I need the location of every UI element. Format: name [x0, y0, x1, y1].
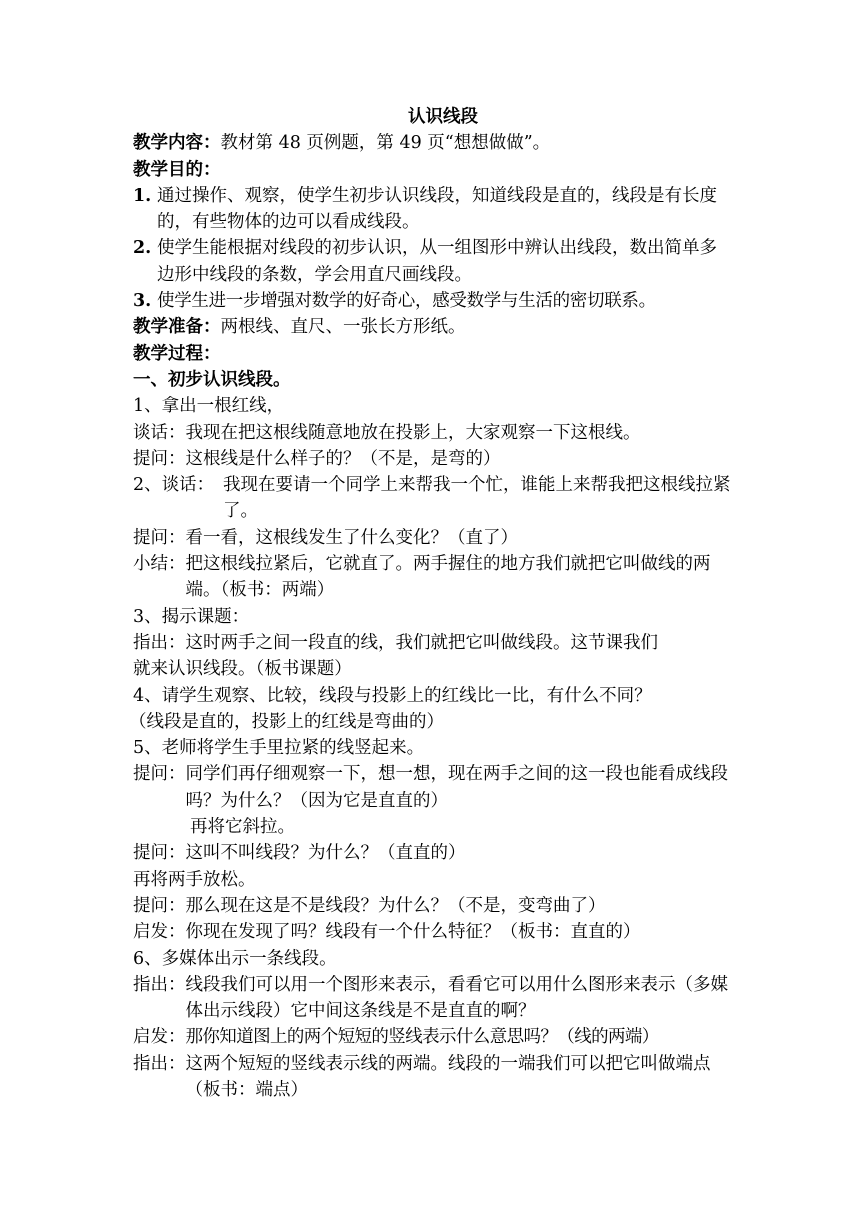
dialogue-text: 把这根线拉紧后，它就直了。两手握住的地方我们就把它叫做线的两端。（板书：两端）: [185, 554, 711, 601]
dialogue-line: [133, 551, 733, 604]
teaching-prep-label: 教学准备：: [133, 317, 221, 338]
teaching-prep-text: 两根线、直尺、一张长方形纸。: [220, 317, 466, 338]
dialogue-label: 提问：: [133, 527, 186, 548]
dialogue-text: 这根线是什么样子的？（不是，是弯的）: [185, 448, 501, 469]
teaching-content: [133, 130, 733, 156]
dialogue-line: [133, 472, 733, 525]
goal-item: [133, 288, 733, 314]
step-line: 4、请学生观察、比较，线段与投影上的红线比一比，有什么不同？: [133, 685, 652, 706]
teaching-process-label: 教学过程：: [133, 343, 221, 364]
goal-item: [133, 183, 733, 236]
section-heading: 一、初步认识线段。: [133, 369, 291, 390]
dialogue-label: 指出：: [133, 1053, 186, 1074]
dialogue-text: 那么现在这是不是线段？为什么？（不是，变弯曲了）: [185, 895, 606, 916]
teaching-prep: [133, 314, 733, 340]
dialogue-text: 这两个短短的竖线表示线的两端。线段的一端我们可以把它叫做端点（板书：端点）: [185, 1053, 711, 1100]
goal-text: 通过操作、观察，使学生初步认识线段，知道线段是直的，线段是有长度的，有些物体的边可以看成线段。: [157, 185, 717, 233]
dialogue-continuation: 就来认识线段。（板书课题）: [133, 659, 352, 680]
goal-item: [133, 235, 733, 288]
teaching-goals-label: 教学目的：: [133, 159, 221, 180]
dialogue-line: [133, 1051, 733, 1104]
dialogue-line: [133, 840, 733, 866]
dialogue-line: [133, 972, 733, 1025]
step-line: 5、老师将学生手里拉紧的线竖起来。: [133, 738, 425, 759]
goal-number: 1.: [133, 185, 152, 206]
goal-number: 3.: [133, 291, 152, 312]
teaching-content-label: 教学内容：: [133, 133, 221, 154]
dialogue-text: 我现在要请一个同学上来帮我一个忙，谁能上来帮我把这根线拉紧了。: [223, 475, 731, 522]
goal-text: 使学生进一步增强对数学的好奇心，感受数学与生活的密切联系。: [157, 291, 656, 312]
dialogue-line: [133, 420, 733, 446]
dialogue-text: 这叫不叫线段？为什么？（直直的）: [185, 843, 466, 864]
step-line: 1、拿出一根红线，: [133, 396, 285, 417]
dialogue-text: 那你知道图上的两个短短的竖线表示什么意思吗？（线的两端）: [185, 1027, 659, 1048]
dialogue-extra: 再将它斜拉。: [190, 817, 295, 838]
dialogue-label: 提问：: [133, 764, 186, 785]
step-line: 再将两手放松。: [133, 869, 256, 890]
document-page: [129, 104, 733, 1103]
dialogue-line: [133, 919, 733, 945]
dialogue-label: 提问：: [133, 895, 186, 916]
dialogue-line: [133, 525, 733, 551]
dialogue-label: 指出：: [133, 974, 186, 995]
dialogue-text: 你现在发现了吗？线段有一个什么特征？（板书：直直的）: [185, 922, 641, 943]
dialogue-text: 看一看，这根线发生了什么变化？（直了）: [185, 527, 518, 548]
goal-text: 使学生能根据对线段的初步认识，从一组图形中辨认出线段，数出简单多边形中线段的条数，学会用直尺画线段。: [157, 238, 717, 285]
dialogue-label: 提问：: [133, 448, 186, 469]
dialogue-label: 提问：: [133, 843, 186, 864]
dialogue-label: 指出：: [133, 632, 186, 653]
dialogue-label: 启发：: [133, 1027, 186, 1048]
dialogue-text: 这时两手之间一段直的线，我们就把它叫做线段。这节课我们: [185, 632, 658, 653]
teaching-content-text: 教材第 48 页例题，第 49 页“想想做做”。: [220, 133, 551, 154]
step-continuation: （线段是直的，投影上的红线是弯曲的）: [129, 711, 444, 732]
dialogue-line: [133, 1024, 733, 1050]
page-title: 认识线段: [408, 107, 478, 127]
step-line: 3、揭示课题：: [133, 606, 250, 627]
goal-number: 2.: [133, 238, 152, 259]
dialogue-line: [133, 761, 733, 814]
dialogue-label: 启发：: [133, 922, 186, 943]
dialogue-line: [133, 446, 733, 472]
step-line: 6、多媒体出示一条线段。: [133, 948, 337, 969]
dialogue-text: 线段我们可以用一个图形来表示，看看它可以用什么图形来表示（多媒体出示线段）它中间这条线是不是直直的啊？: [185, 974, 728, 1022]
dialogue-line: [133, 630, 733, 656]
dialogue-line: [133, 893, 733, 919]
dialogue-text: 同学们再仔细观察一下，想一想，现在两手之间的这一段也能看成线段吗？为什么？（因为它是直直的）: [185, 764, 728, 811]
dialogue-text: 我现在把这根线随意地放在投影上，大家观察一下这根线。: [185, 422, 641, 443]
dialogue-label: 2、谈话：: [133, 475, 215, 496]
dialogue-label: 谈话：: [133, 422, 186, 443]
dialogue-label: 小结：: [133, 554, 186, 575]
